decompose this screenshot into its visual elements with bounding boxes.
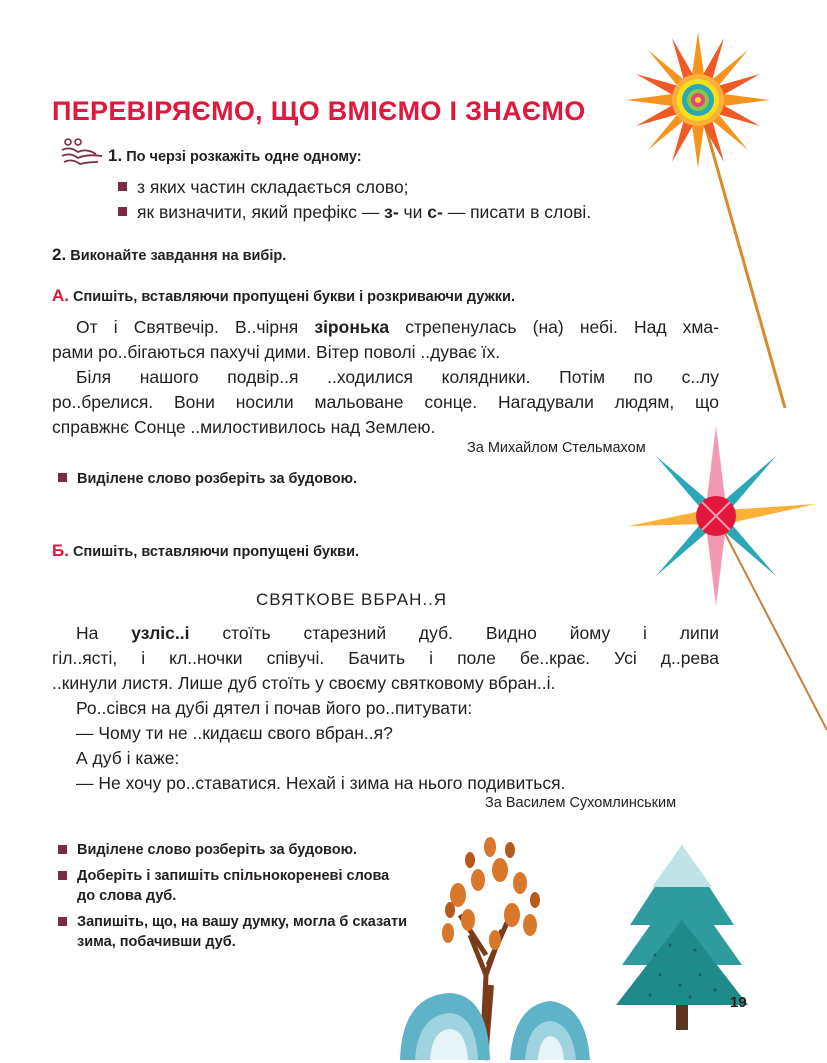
bullet-square-icon [118, 207, 127, 216]
bullet-square-icon [58, 871, 67, 880]
text-line: гіл..ясті, і кл..ночки співучі. Бачить і поле бе..крає. Усі д..рева [52, 648, 719, 668]
story-heading: СВЯТКОВЕ ВБРАН..Я [256, 590, 448, 609]
bullet-text: — писати в слові. [442, 202, 592, 222]
text-line: — Чому ти не ..кидаєш свого вбран..я? [76, 723, 393, 743]
text-line: Біля нашого подвір..я ..ходилися колядники. Потім по с..лу [76, 367, 719, 387]
highlighted-word: зіронька [314, 317, 390, 337]
page-title: ПЕРЕВІРЯЄМО, ЩО ВМІЄМО І ЗНАЄМО [52, 96, 586, 126]
part-b-author: За Василем Сухомлинським [485, 795, 677, 811]
bullet-text: з яких частин складається слово; [137, 177, 409, 197]
task-2-label: Виконайте завдання на вибір. [70, 248, 287, 264]
part-a-instruction [52, 286, 515, 306]
text-line: — Не хочу ро..ставатися. Нехай і зима на нього подивиться. [76, 773, 566, 793]
part-b-instruction [52, 541, 359, 561]
text-line: А дуб і каже: [76, 748, 180, 768]
task-1 [108, 146, 362, 166]
part-b-letter: Б. [52, 541, 69, 560]
highlighted-word: узліс..і [131, 623, 190, 643]
part-a-author: За Михайлом Стельмахом [467, 440, 646, 456]
part-b-task-2 [58, 866, 408, 906]
bullet-text: як визначити, який префікс — [137, 202, 385, 222]
pair-work-icon [58, 136, 104, 172]
part-b-tasks [58, 840, 408, 952]
task-text: Виділене слово розберіть за будовою. [77, 842, 358, 858]
highlighted-word: дуб [145, 888, 173, 904]
part-b-text: Спишіть, вставляючи пропущені букви. [72, 544, 360, 560]
task-text: Запишіть, що, на вашу думку, могла б сказати зима, побачивши дуб. [77, 914, 408, 950]
part-b-task-3 [58, 912, 408, 952]
bullet-square-icon [58, 473, 67, 482]
part-a-text-block [52, 315, 719, 440]
part-b-task-1 [58, 840, 408, 860]
text-line: ро..брелися. Вони носили мальоване сонце. Нагадували людям, що [52, 392, 719, 412]
task-1-number: 1. [108, 146, 123, 165]
task-1-label: По черзі розкажіть одне одному: [126, 149, 362, 165]
part-a-text: Спишіть, вставляючи пропущені букви і розкриваючи дужки. [73, 289, 515, 305]
part-a-letter: А. [52, 286, 69, 305]
page-number: 19 [730, 994, 747, 1011]
text-line: Ро..сівся на дубі дятел і почав його ро..питувати: [76, 698, 473, 718]
bullet-square-icon [58, 917, 67, 926]
bullet-text: чи [398, 202, 428, 222]
text-line: От і Святвечір. В..чірня зіронька стрепенулась (на) небі. Над хма- [76, 317, 719, 337]
text-line: рами ро..бігаються пахучі дими. Вітер поволі ..дуває їх. [52, 342, 501, 362]
bullet-square-icon [118, 182, 127, 191]
task-1-bullet-2 [118, 202, 591, 223]
text-line: На узліс..і стоїть старезний дуб. Видно йому і липи [76, 623, 719, 643]
text-line: ..кинули листя. Лише дуб стоїть у своєму святковому вбран..і. [52, 673, 556, 693]
prefix-z: з- [384, 202, 399, 222]
task-2-number: 2. [52, 245, 67, 264]
prefix-s: с- [427, 202, 443, 222]
part-b-text-block [52, 621, 719, 796]
task-2 [52, 245, 286, 265]
task-text: Виділене слово розберіть за будовою. [77, 471, 358, 487]
task-1-bullet-1 [118, 177, 409, 198]
task-text: Доберіть і запишіть спільнокореневі слова до слова [77, 868, 390, 904]
part-a-task [58, 471, 357, 487]
bullet-square-icon [58, 845, 67, 854]
winter-trees-illustration [390, 825, 790, 1063]
task-text: . [172, 888, 177, 904]
text-line: справжнє Сонце ..милостивилось над Землею. [52, 417, 436, 437]
